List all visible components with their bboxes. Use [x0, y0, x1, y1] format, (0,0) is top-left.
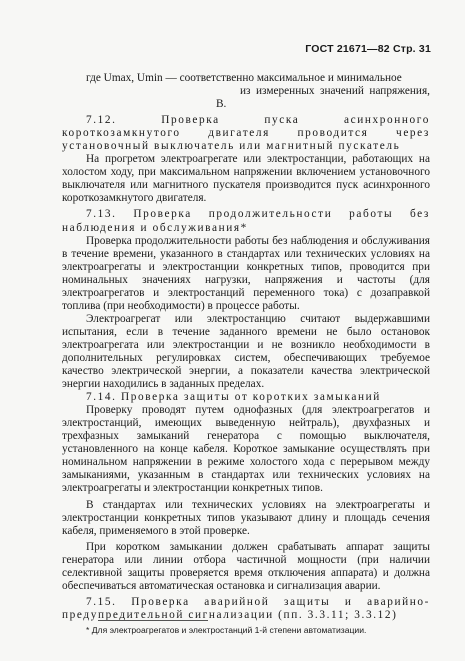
section-7-14-body-3: При коротком замыкании должен срабатывать аппарат защиты генератора или линии отбора частичной мощности (при наличии селективной защиты проверяется время отключения аппарата) и должна обеспечиваться автоматическая остановка и сигнализация аварии.: [62, 540, 430, 592]
section-7-14-title: 7.14. Проверка защиты от коротких замыканий: [86, 391, 381, 404]
section-7-14-body-1: Проверку проводят путем однофазных (для электроагрегатов и электростанций, имеющих выведенную нейтраль), двухфазных и трехфазных замыканий генератора с помощью выключателя, установленного на конце кабеля. Короткое замыкание осуществлять при номинальном напряжении в режиме холостого хода с перерывом между замыканиями, указанным в стандартах или технических условиях на электроагрегаты и электростанции конкретных типов.: [62, 404, 430, 495]
formula-note-line1: где Umax, Umin — соответственно максимальное и минимальное: [86, 72, 402, 84]
section-7-13-body-2: Электроагрегат или электростанцию считают выдержавшими испытания, если в течение заданного времени не было остановок электроагрегата или электростанции и не возникло необходимости в дополнительных регулировках систем, обеспечивающих требуемое качество электрической энергии, а показатели качества электрической энергии находились в заданных пределах.: [62, 312, 430, 391]
footnote: * Для электроагрегатов и электростанций 1-й степени автоматизации.: [86, 625, 367, 635]
footnote-divider: [98, 620, 208, 621]
section-7-13-body-1: Проверка продолжительности работы без наблюдения и обслуживания в течение времени, указанного в стандартах или технических условиях на электроагрегаты и электростанции конкретных типов, проводится при номинальных значениях нагрузки, напряжения и частоты (для электроагрегатов и электростанций переменного тока) с дозаправкой топлива (при необходимости) в процессе работы.: [62, 234, 430, 312]
document-body: [62, 72, 430, 622]
page-header: ГОСТ 21671—82 Стр. 31: [305, 43, 431, 55]
section-7-12-body: На прогретом электроагрегате или электростанции, работающих на холостом ходу, при максимальном напряжении включением установочного выключателя или магнитного пускателя производится пуск асинхронного короткозамкнутого двигателя.: [62, 153, 430, 205]
section-7-15-title: 7.15. Проверка аварийной защиты и аварийно-предупредительной сигнализации (пп. 3.3.11; 3.3.12): [62, 595, 430, 621]
formula-note: [62, 72, 430, 111]
formula-note-line2: из измеренных значений напряжения, В.: [216, 85, 430, 111]
section-7-13-title: 7.13. Проверка продолжительности работы без наблюдения и обслуживания*: [62, 208, 430, 234]
section-7-12-title: 7.12. Проверка пуска асинхронного короткозамкнутого двигателя проводится через установочный выключатель или магнитный пускатель: [62, 114, 430, 153]
section-7-14-body-2: В стандартах или технических условиях на электроагрегаты и электростанции конкретных типов указывают длину и площадь сечения кабеля, применяемого в этой проверке.: [62, 498, 430, 537]
